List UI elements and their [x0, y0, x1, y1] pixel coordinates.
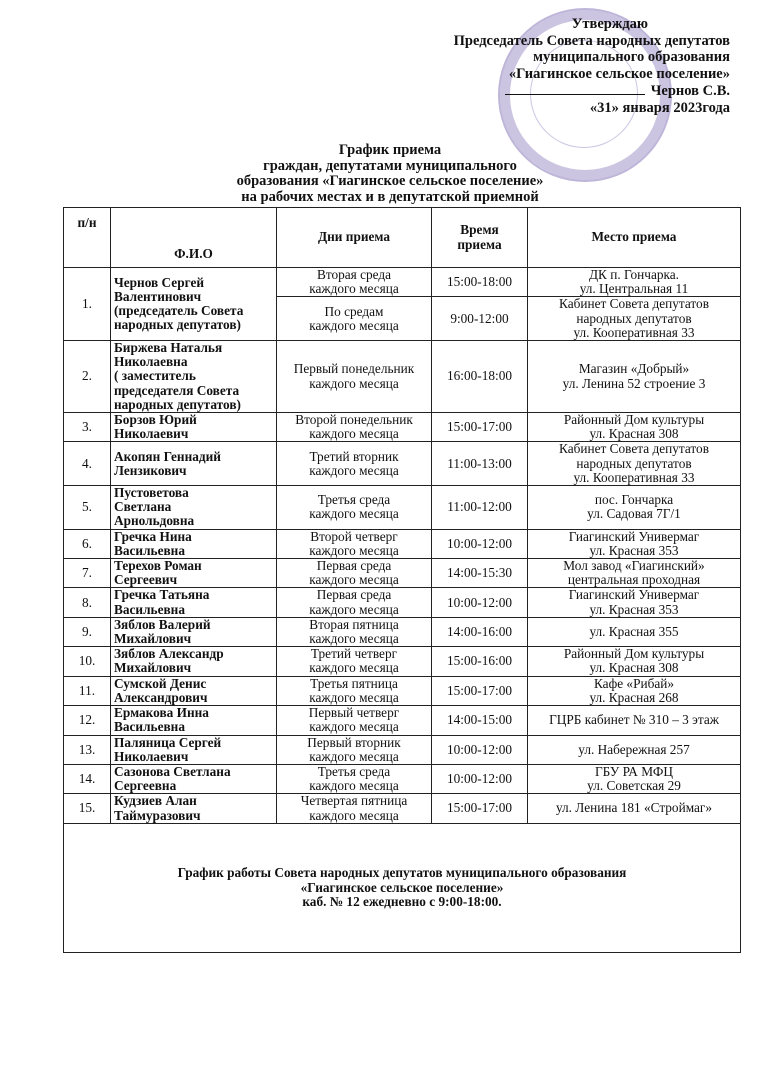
- reception-place: [528, 764, 741, 793]
- row-number: 4.: [64, 442, 111, 486]
- reception-days: [277, 413, 432, 442]
- reception-time: 10:00-12:00: [432, 735, 528, 764]
- reception-days: [277, 559, 432, 588]
- reception-days: [277, 529, 432, 558]
- deputy-name-line: Светлана: [114, 499, 172, 515]
- deputy-name-line: Сазонова Светлана: [114, 763, 231, 779]
- reception-place: [528, 529, 741, 558]
- row-number: 12.: [64, 706, 111, 735]
- reception-days-line: каждого месяца: [309, 631, 399, 647]
- deputy-name: [111, 617, 277, 646]
- row-number: 14.: [64, 764, 111, 793]
- reception-place-line: ул. Кооперативная 33: [573, 469, 695, 485]
- reception-place: [528, 617, 741, 646]
- row-number: 3.: [64, 413, 111, 442]
- deputy-name-line: Зяблов Валерий: [114, 616, 211, 632]
- reception-days: [277, 764, 432, 793]
- table-row: [64, 647, 741, 676]
- reception-place-line: ул. Центральная 11: [579, 281, 689, 297]
- deputy-name-line: Сумской Денис: [114, 675, 207, 691]
- reception-place: [528, 735, 741, 764]
- table-row: [64, 617, 741, 646]
- row-number: 5.: [64, 486, 111, 530]
- reception-place: [528, 706, 741, 735]
- deputy-name-line: Гречка Нина: [114, 528, 192, 544]
- reception-time: 15:00-17:00: [432, 676, 528, 705]
- reception-place-line: пос. Гончарка: [594, 492, 674, 508]
- reception-place-line: ул. Ленина 181 «Строймаг»: [555, 800, 713, 816]
- reception-days: [277, 268, 432, 297]
- deputy-name-line: Паляница Сергей: [114, 734, 222, 750]
- reception-days: [277, 486, 432, 530]
- approval-signature-row: [380, 82, 730, 100]
- reception-place-line: Мол завод «Гиагинский»: [563, 558, 705, 574]
- reception-days: [277, 735, 432, 764]
- reception-time: 15:00-17:00: [432, 794, 528, 823]
- reception-days-line: каждого месяца: [309, 281, 399, 297]
- approval-date: «31» января 2023года: [589, 99, 730, 116]
- reception-place-line: центральная проходная: [567, 572, 701, 588]
- header-fio: Ф.И.О: [111, 208, 277, 268]
- reception-time: 10:00-12:00: [432, 588, 528, 617]
- reception-days: [277, 676, 432, 705]
- approval-settlement: «Гиагинское сельское поселение»: [508, 65, 730, 82]
- reception-days-line: каждого месяца: [309, 748, 399, 764]
- header-time: [432, 208, 528, 268]
- footer-row: [64, 823, 741, 952]
- reception-time: 10:00-12:00: [432, 764, 528, 793]
- title-line-1: График приема: [338, 142, 442, 158]
- header-days: Дни приема: [277, 208, 432, 268]
- deputy-name-line: (председатель Совета: [114, 303, 244, 318]
- reception-place-line: Магазин «Добрый»: [578, 361, 690, 377]
- table-row: [64, 588, 741, 617]
- table-row: [64, 486, 741, 530]
- reception-days-line: Третий вторник: [309, 448, 399, 464]
- reception-place: [528, 297, 741, 341]
- deputy-name-line: Борзов Юрий: [114, 412, 197, 428]
- reception-place: [528, 413, 741, 442]
- reception-days-line: каждого месяца: [309, 601, 399, 617]
- deputy-name-line: Валентинович: [114, 288, 202, 304]
- reception-place: [528, 647, 741, 676]
- reception-place-line: ул. Красная 353: [589, 601, 679, 617]
- reception-days-line: Третья пятница: [310, 675, 398, 691]
- reception-place-line: народных депутатов: [576, 455, 692, 471]
- reception-place-line: Кафе «Рибай»: [593, 675, 675, 691]
- deputy-name-line: Чернов Сергей: [114, 274, 205, 290]
- reception-days: [277, 794, 432, 823]
- reception-place: [528, 486, 741, 530]
- reception-place: [528, 442, 741, 486]
- row-number: 13.: [64, 735, 111, 764]
- reception-time: 14:00-15:00: [432, 706, 528, 735]
- deputy-name-line: Биржева Наталья: [114, 340, 223, 356]
- reception-place-line: народных депутатов: [576, 310, 692, 326]
- approval-position: Председатель Совета народных депутатов: [453, 32, 730, 49]
- reception-place: [528, 588, 741, 617]
- deputy-name-line: Сергеевич: [114, 572, 178, 588]
- deputy-name-line: Гречка Татьяна: [114, 587, 210, 603]
- row-number: 6.: [64, 529, 111, 558]
- reception-days-line: Первая среда: [316, 587, 392, 603]
- row-number: 11.: [64, 676, 111, 705]
- approval-signer: Чернов С.В.: [650, 83, 730, 99]
- deputy-name-line: Васильевна: [114, 719, 185, 735]
- approval-municipality: муниципального образования: [533, 49, 730, 65]
- reception-days-line: Второй четверг: [310, 528, 398, 544]
- deputy-name-line: Арнольдовна: [114, 513, 195, 529]
- reception-place: [528, 559, 741, 588]
- deputy-name: [111, 676, 277, 705]
- reception-place-line: Районный Дом культуры: [563, 646, 705, 662]
- table-row: [64, 341, 741, 413]
- reception-time: 14:00-16:00: [432, 617, 528, 646]
- reception-days-line: Вторая среда: [316, 267, 392, 282]
- deputy-name: [111, 764, 277, 793]
- reception-days-line: Третья среда: [317, 492, 391, 508]
- table-row: [64, 529, 741, 558]
- deputy-name-line: Акопян Геннадий: [114, 448, 221, 464]
- table-row: [64, 735, 741, 764]
- footer-line-1: График работы Совета народных депутатов муниципального образования: [177, 865, 627, 881]
- footer-line-2: «Гиагинское сельское поселение»: [300, 879, 504, 895]
- reception-days: [277, 647, 432, 676]
- reception-place-line: Гиагинский Универмаг: [568, 587, 700, 603]
- table-header-row: [64, 208, 741, 268]
- reception-place-line: ул. Советская 29: [587, 778, 681, 794]
- reception-days-line: Первый понедельник: [293, 361, 415, 377]
- deputy-name: [111, 735, 277, 764]
- table-row: [64, 268, 741, 297]
- reception-days-line: Четвертая пятница: [300, 793, 408, 809]
- reception-time: 11:00-13:00: [432, 442, 528, 486]
- deputy-name-line: народных депутатов): [114, 396, 241, 412]
- deputy-name-line: народных депутатов): [114, 317, 241, 333]
- reception-place: [528, 268, 741, 297]
- deputy-name-line: Лензикович: [114, 462, 187, 478]
- row-number: 15.: [64, 794, 111, 823]
- deputy-name-line: Кудзиев Алан: [114, 793, 197, 809]
- reception-place-line: ул. Кооперативная 33: [573, 324, 695, 340]
- title-line-2: граждан, депутатами муниципального: [263, 157, 517, 174]
- reception-days-line: каждого месяца: [309, 719, 399, 735]
- deputy-name: [111, 706, 277, 735]
- deputy-name-line: Таймуразович: [114, 807, 201, 823]
- reception-days-line: каждого месяца: [309, 317, 399, 333]
- reception-days-line: каждого месяца: [309, 375, 399, 391]
- table-row: [64, 559, 741, 588]
- table-row: [64, 706, 741, 735]
- reception-place-line: Гиагинский Универмаг: [568, 528, 700, 544]
- header-time-line-2: приема: [457, 236, 502, 252]
- document-title: [180, 143, 600, 205]
- deputy-name-line: Васильевна: [114, 601, 185, 617]
- reception-place-line: ул. Красная 353: [589, 542, 679, 558]
- reception-days: [277, 588, 432, 617]
- deputy-name: [111, 588, 277, 617]
- reception-place-line: ГБУ РА МФЦ: [595, 763, 673, 779]
- title-line-3: образования «Гиагинское сельское поселение»: [236, 173, 544, 189]
- reception-place-line: ул. Ленина 52 строение 3: [562, 375, 706, 391]
- row-number: 2.: [64, 341, 111, 413]
- schedule-table: [63, 207, 741, 953]
- deputy-name-line: Михайлович: [114, 631, 192, 647]
- reception-days-line: По средам: [324, 303, 384, 319]
- reception-days: [277, 617, 432, 646]
- reception-days-line: каждого месяца: [309, 778, 399, 794]
- reception-place-line: ул. Красная 308: [589, 426, 679, 442]
- table-row: [64, 794, 741, 823]
- header-place: Место приема: [528, 208, 741, 268]
- deputy-name-line: Васильевна: [114, 542, 185, 558]
- reception-days: [277, 706, 432, 735]
- reception-days-line: каждого месяца: [309, 506, 399, 522]
- reception-days-line: каждого месяца: [309, 426, 399, 442]
- title-line-4: на рабочих местах и в депутатской приемной: [241, 188, 539, 205]
- deputy-name: [111, 486, 277, 530]
- reception-place-line: Кабинет Совета депутатов: [559, 441, 709, 457]
- reception-days: [277, 341, 432, 413]
- table-row: [64, 764, 741, 793]
- deputy-name: [111, 647, 277, 676]
- deputy-name: [111, 442, 277, 486]
- deputy-name: [111, 559, 277, 588]
- reception-days-line: каждого месяца: [309, 660, 399, 676]
- reception-time: 10:00-12:00: [432, 529, 528, 558]
- row-number: 7.: [64, 559, 111, 588]
- deputy-name: [111, 529, 277, 558]
- deputy-name-line: Зяблов Александр: [114, 646, 224, 662]
- reception-time: 15:00-16:00: [432, 647, 528, 676]
- reception-days-line: Первый четверг: [308, 705, 400, 721]
- reception-days-line: каждого месяца: [309, 462, 399, 478]
- deputy-name: [111, 341, 277, 413]
- reception-time: 15:00-18:00: [432, 268, 528, 297]
- reception-place-line: ул. Садовая 7Г/1: [587, 506, 681, 522]
- reception-place-line: ул. Красная 308: [589, 660, 679, 676]
- deputy-name-line: Николаевна: [114, 354, 188, 370]
- reception-place-line: ГЦРБ кабинет № 310 – 3 этаж: [549, 712, 719, 728]
- reception-days-line: каждого месяца: [309, 542, 399, 558]
- reception-time: 16:00-18:00: [432, 341, 528, 413]
- reception-time: 14:00-15:30: [432, 559, 528, 588]
- reception-place: [528, 676, 741, 705]
- row-number: 10.: [64, 647, 111, 676]
- deputy-name-line: Александрович: [114, 689, 208, 705]
- deputy-name-line: Сергеевна: [114, 778, 177, 794]
- reception-days-line: каждого месяца: [309, 807, 399, 823]
- table-row: [64, 413, 741, 442]
- deputy-name-line: Терехов Роман: [114, 558, 202, 574]
- row-number: 1.: [64, 268, 111, 341]
- reception-days-line: Первый вторник: [307, 734, 401, 750]
- footer-line-3: каб. № 12 ежедневно с 9:00-18:00.: [302, 893, 502, 909]
- reception-time: 15:00-17:00: [432, 413, 528, 442]
- deputy-name-line: Михайлович: [114, 660, 192, 676]
- reception-place-line: ул. Набережная 257: [578, 741, 690, 757]
- reception-days-line: каждого месяца: [309, 689, 399, 705]
- reception-days-line: Первая среда: [316, 558, 392, 574]
- reception-days-line: каждого месяца: [309, 572, 399, 588]
- reception-days: [277, 442, 432, 486]
- deputy-name-line: Николаевич: [114, 748, 189, 764]
- table-row: [64, 442, 741, 486]
- reception-time: 9:00-12:00: [432, 297, 528, 341]
- reception-days-line: Третий четверг: [310, 646, 398, 662]
- reception-place-line: ДК п. Гончарка.: [588, 267, 680, 282]
- deputy-name-line: Пустоветова: [114, 485, 189, 501]
- reception-place-line: Кабинет Совета депутатов: [559, 296, 709, 312]
- deputy-name-line: ( заместитель: [114, 368, 196, 384]
- reception-place: [528, 341, 741, 413]
- reception-days-line: Третья среда: [317, 763, 391, 779]
- reception-time: 11:00-12:00: [432, 486, 528, 530]
- deputy-name-line: председателя Совета: [114, 382, 240, 398]
- deputy-name: [111, 413, 277, 442]
- deputy-name-line: Ермакова Инна: [114, 705, 209, 721]
- row-number: 8.: [64, 588, 111, 617]
- reception-place-line: ул. Красная 268: [589, 689, 679, 705]
- reception-days-line: Вторая пятница: [309, 616, 399, 632]
- reception-place-line: Районный Дом культуры: [563, 412, 705, 428]
- header-num: п/н: [64, 208, 111, 268]
- reception-days: [277, 297, 432, 341]
- reception-place: [528, 794, 741, 823]
- deputy-name: [111, 268, 277, 341]
- reception-place-line: ул. Красная 355: [589, 623, 679, 639]
- deputy-name: [111, 794, 277, 823]
- approval-word: Утверждаю: [571, 16, 648, 32]
- header-time-line-1: Время: [460, 222, 499, 238]
- row-number: 9.: [64, 617, 111, 646]
- reception-days-line: Второй понедельник: [295, 412, 413, 428]
- table-body: [64, 268, 741, 824]
- approval-block: [380, 16, 730, 116]
- footer-cell: [64, 823, 741, 952]
- deputy-name-line: Николаевич: [114, 426, 189, 442]
- signature-line: [505, 82, 645, 95]
- table-row: [64, 676, 741, 705]
